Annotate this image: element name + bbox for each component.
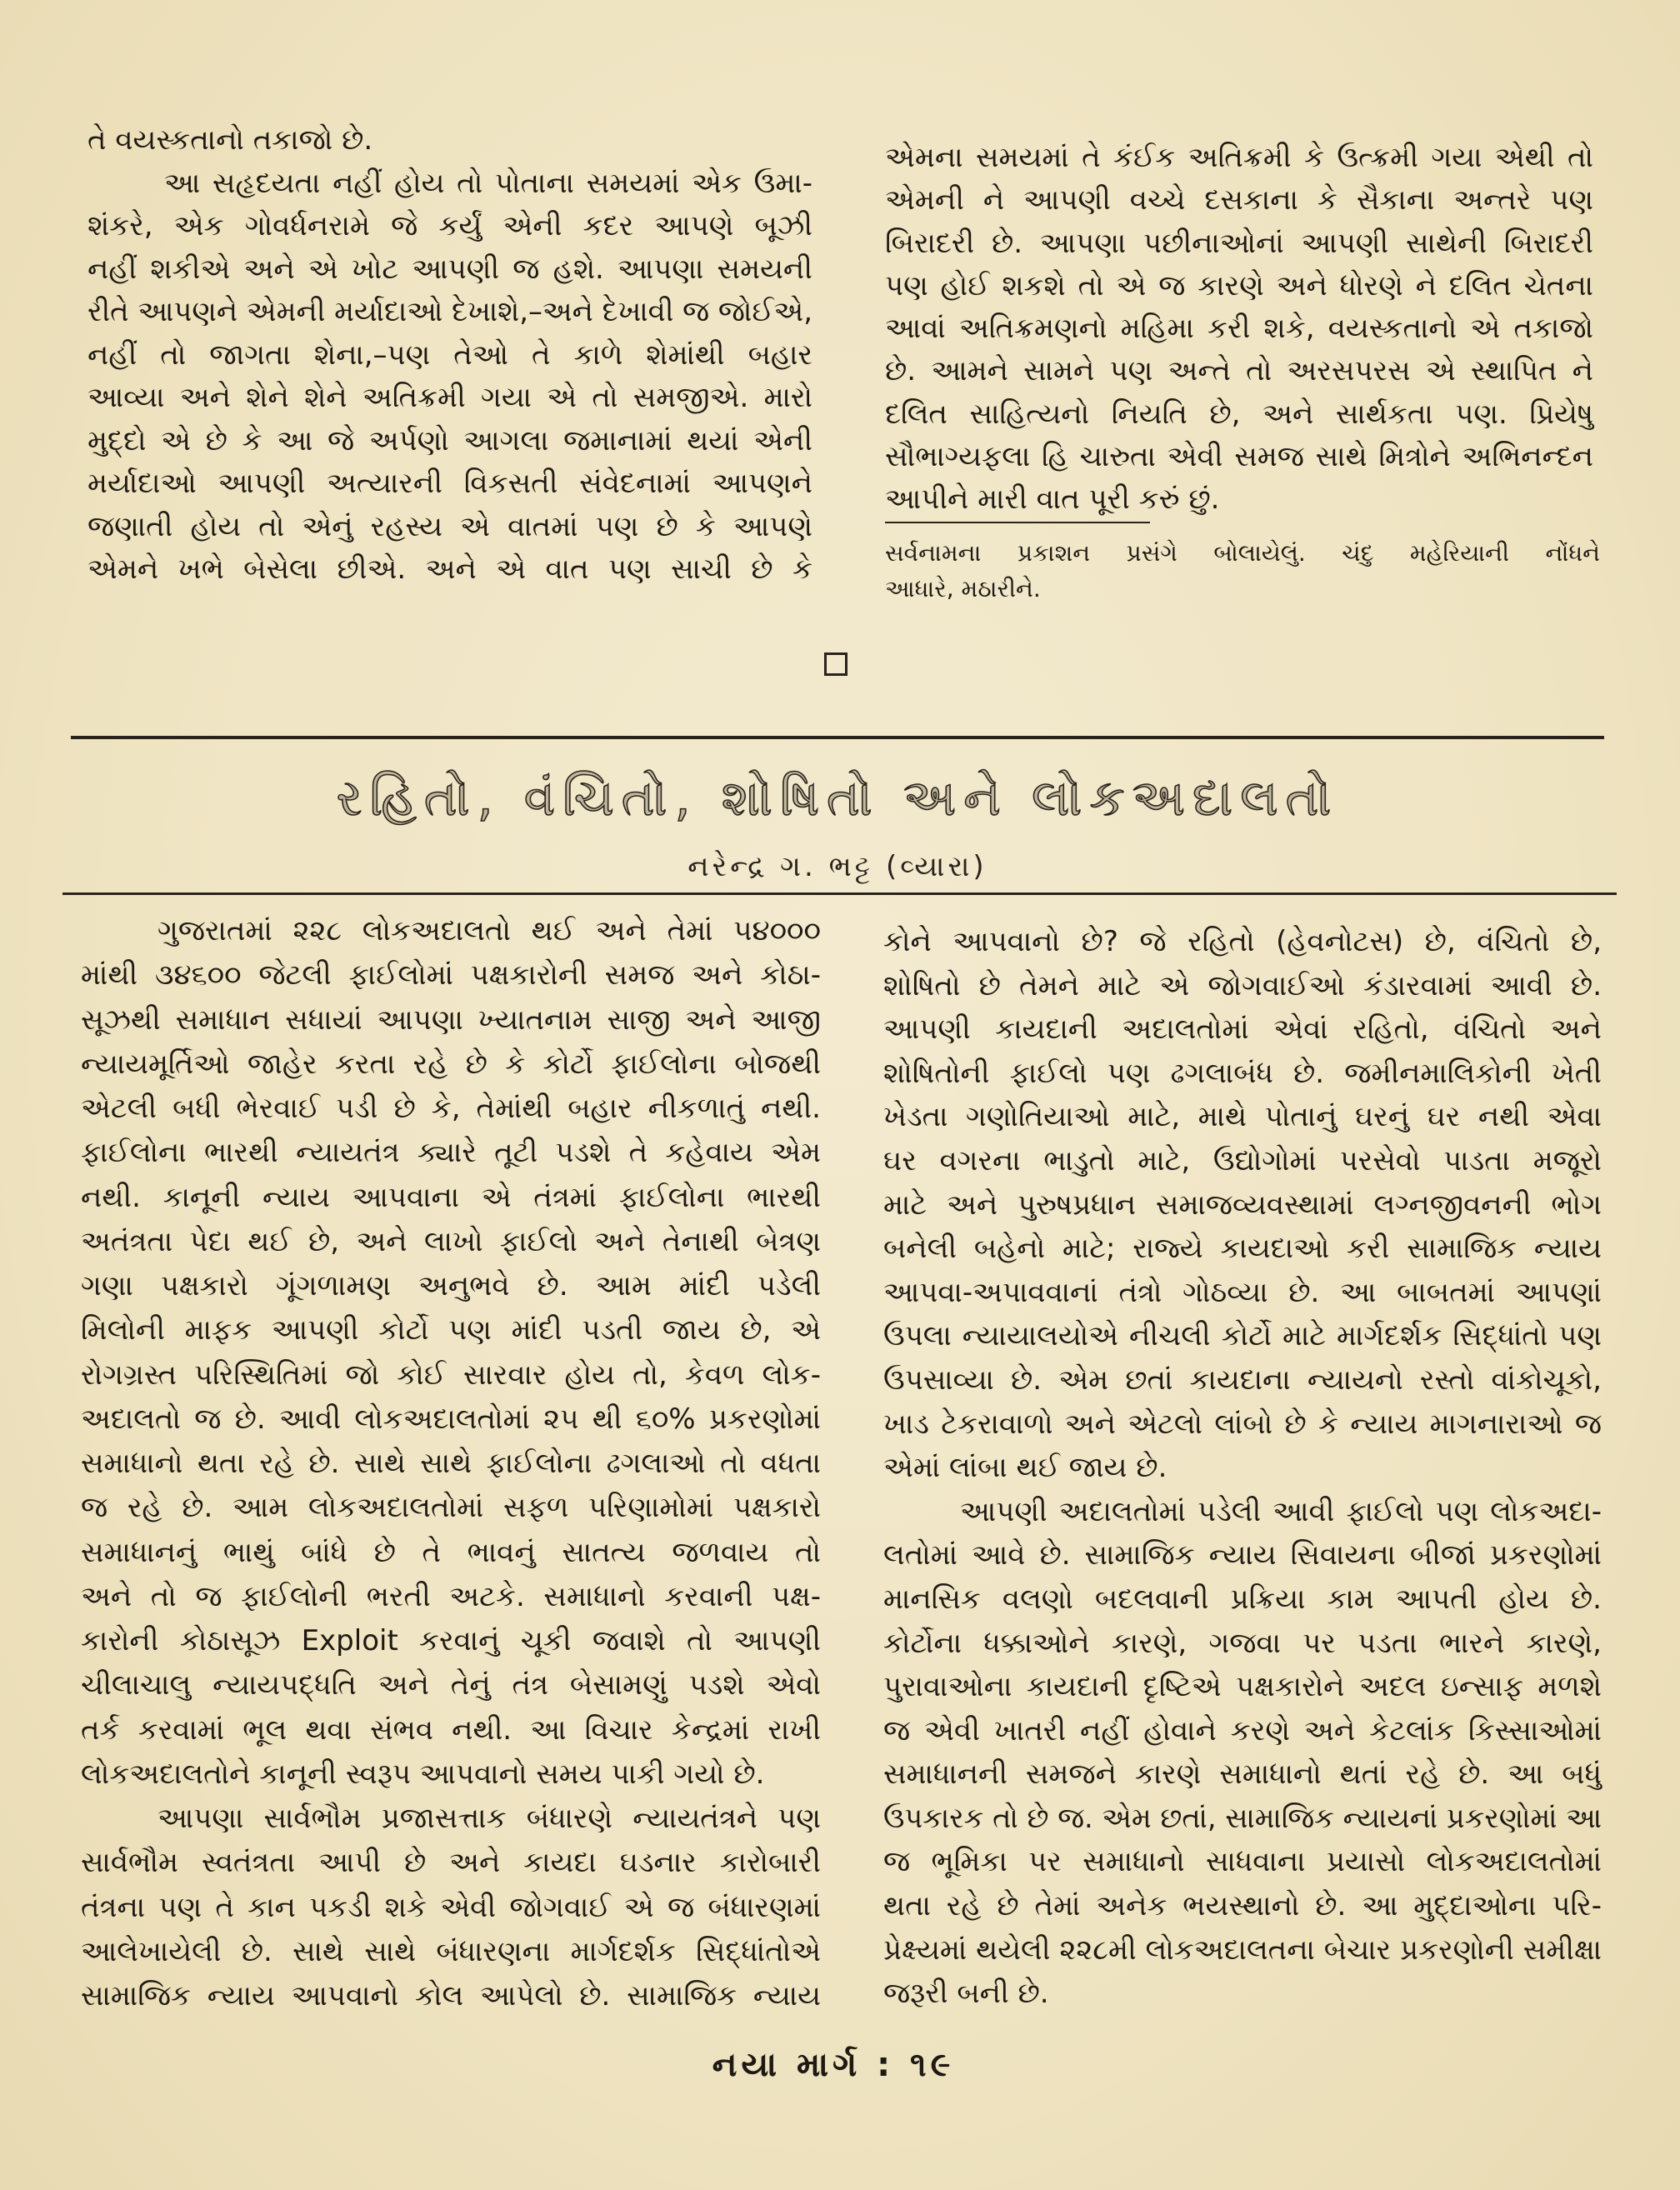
text-line: આ સહૃદયતા નહીં હોય તો પોતાના સમયમાં એક ઉમા- [164,166,812,200]
text-line: ઉપકારક તો છે જ. એમ છતાં, સામાજિક ન્યાયનાં પ્રકરણોમાં આ [883,1801,1602,1835]
text-line: અતંત્રતા પેદા થઈ છે, અને લાખો ફાઈલો અને તેનાથી બેત્રણ [81,1224,821,1258]
text-line: આવાં અતિક્રમણનો મહિમા કરી શકે, વયસ્કતાનો એ તકાજો [885,312,1593,346]
text-line: નહીં શકીએ અને એ ખોટ આપણી જ હશે. આપણા સમયની [88,252,812,286]
text-line: આલેખાયેલી છે. સાથે સાથે બંધારણના માર્ગદર્શક સિદ્ધાંતોએ [81,1934,821,1968]
text-line: જ એવી ખાતરી નહીં હોવાને કરણે અને કેટલાંક કિસ્સાઓમાં [883,1713,1602,1748]
end-mark-icon [824,652,848,676]
text-line: જણાતી હોય તો એનું રહસ્ય એ વાતમાં પણ છે કે આપણે [88,509,812,543]
text-line: છે. આમને સામને પણ અન્તે તો અરસપરસ એ સ્થાપિત ને [885,354,1593,388]
text-line: ઉપલા ન્યાયાલયોએ નીચલી કોર્ટો માટે માર્ગદર્શક સિદ્ધાંતો પણ [883,1319,1602,1353]
text-line: થતા રહે છે તેમાં અનેક ભયસ્થાનો છે. આ મુદ્દાઓના પરિ- [883,1889,1602,1923]
text-line: રીતે આપણને એમની મર્યાદાઓ દેખાશે,–અને દેખાવી જ જોઈએ, [88,295,812,328]
text-line: દલિત સાહિત્યનો નિયતિ છે, અને સાર્થકતા પણ. પ્રિયેષુ [885,397,1593,431]
text-line: આપવા-અપાવવાનાં તંત્રો ગોઠવ્યા છે. આ બાબતમાં આપણાં [883,1275,1602,1309]
article-title: રહિતો, વંચિતો, શોષિતો અને લોકઅદાલતો [336,769,1339,828]
footnote-line: આધારે, મઠારીને. [885,575,1041,602]
text-line: એટલી બધી ભેરવાઈ પડી છે કે, તેમાંથી બહાર નીકળાતું નથી. [81,1092,821,1125]
text-line: કોર્ટોના ધક્કાઓને કારણે, ગજવા પર પડતા ભારને કારણે, [883,1626,1602,1660]
text-line: સમાધાનની સમજને કારણે સમાધાનો થતાં રહે છે. આ બધું [883,1758,1602,1792]
text-line: ચીલાચાલુ ન્યાયપદ્ધતિ અને તેનું તંત્ર બેસામણું પડશે એવો [81,1668,821,1702]
text-line: પ્રેક્ષ્યમાં થયેલી ૨૨૮મી લોકઅદાલતના બેચાર પ્રકરણોની સમીક્ષા [883,1932,1602,1967]
text-line: એમને ખભે બેસેલા છીએ. અને એ વાત પણ સાચી છે કે [88,552,812,586]
text-line: જ ભૂમિકા પર સમાધાનો સાધવાના પ્રયાસો લોકઅદાલતોમાં [883,1845,1602,1879]
text-line: એમના સમયમાં તે કંઈક અતિક્રમી કે ઉત્ક્રમી ગયા એથી તો [885,141,1593,174]
text-line: મર્યાદાઓ આપણી અત્યારની વિકસતી સંવેદનામાં આપણને [88,467,812,500]
text-line: પુરાવાઓના કાયદાની દૃષ્ટિએ પક્ષકારોને અદલ ઇન્સાફ મળશે [883,1670,1602,1704]
text-line: કારોની કોઠાસૂઝ Exploit કરવાનું ચૂકી જવાશે તો આપણી [81,1624,821,1658]
text-line: ખાડ ટેકરાવાળો અને એટલો લાંબો છે કે ન્યાય માગનારાઓ જ [883,1407,1602,1441]
text-line: લતોમાં આવે છે. સામાજિક ન્યાય સિવાયના બીજાં પ્રકરણોમાં [883,1538,1602,1572]
text-line: સૂઝથી સમાધાન સધાયાં આપણા ખ્યાતનામ સાજી અને આજી [81,1002,821,1037]
text-line: રોગગ્રસ્ત પરિસ્થિતિમાં જો કોઈ સારવાર હોય તો, કેવળ લોક- [81,1358,821,1392]
footnote-line: સર્વનામના પ્રકાશન પ્રસંગે બોલાયેલું. ચંદુ મહેરિયાની નોંધને [885,539,1600,567]
text-line: ખેડતા ગણોતિયાઓ માટે, માથે પોતાનું ઘરનું ઘર નથી એવા [883,1100,1602,1134]
text-line: આપણી કાયદાની અદાલતોમાં એવાં રહિતો, વંચિતો અને [883,1012,1602,1047]
text-line: માનસિક વલણો બદલવાની પ્રક્રિયા કામ આપતી હોય છે. [883,1582,1602,1616]
text-line: અદાલતો જ છે. આવી લોકઅદાલતોમાં ૨૫ થી ૬૦% પ્રકરણોમાં [81,1402,821,1436]
previous-article-left-column [88,119,812,592]
article-right-column [883,920,1602,2016]
text-line: નહીં તો જાગતા શેના,–પણ તેઓ તે કાળે શેમાંથી બહાર [88,338,812,372]
text-line: ગુજરાતમાં ૨૨૮ લોકઅદાલતો થઈ અને તેમાં ૫૪૦૦૦ [158,914,821,948]
text-line: મિલોની માફક આપણી કોર્ટો પણ માંદી પડતી જાય છે, એ [81,1313,821,1348]
text-line: માંથી ૩૪૬૦૦ જેટલી ફાઈલોમાં પક્ષકારોની સમજ અને કોઠા- [81,958,821,992]
text-line: આપીને મારી વાત પૂરી કરું છું. [885,482,1220,517]
text-line: એમની ને આપણી વચ્ચે દસકાના કે સૈકાના અન્તરે પણ [885,183,1593,218]
text-line: સૌભાગ્યફલા હિ ચારુતા એવી સમજ સાથે મિત્રોને અભિનન્દન [885,440,1593,474]
text-line: ગણા પક્ષકારો ગૂંગળામણ અનુભવે છે. આમ માંદી પડેલી [81,1269,821,1302]
previous-article-right-column [885,137,1593,522]
text-line: સમાધાનનું ભાથું બાંધે છે તે ભાવનું સાતત્ય જળવાય તો [81,1535,821,1569]
text-line: આપણી અદાલતોમાં પડેલી આવી ફાઈલો પણ લોકઅદા- [960,1494,1602,1528]
text-line: લોકઅદાલતોને કાનૂની સ્વરૂપ આપવાનો સમય પાકી ગયો છે. [81,1757,765,1791]
text-line: નથી. કાનૂની ન્યાય આપવાના એ તંત્રમાં ફાઈલોના ભારથી [81,1180,821,1214]
text-line: મુદ્દો એ છે કે આ જે અર્પણો આગલા જમાનામાં થયાં એની [88,423,812,458]
text-line: શંકરે, એક ગોવર્ધનરામે જે કર્યું એની કદર આપણે બૂઝી [88,209,812,242]
text-line: આપણા સાર્વભૌમ પ્રજાસત્તાક બંધારણે ન્યાયતંત્રને પણ [158,1802,821,1835]
text-line: ઉપસાવ્યા છે. એમ છતાં કાયદાના ન્યાયનો રસ્તો વાંકોચૂકો, [883,1362,1602,1397]
text-line: બિરાદરી છે. આપણા પછીનાઓનાં આપણી સાથેની બિરાદરી [885,226,1593,260]
text-line: બનેલી બહેનો માટે; રાજ્યે કાયદાઓ કરી સામાજિક ન્યાય [883,1232,1602,1266]
text-line: આવ્યા અને શેને શેને અતિક્રમી ગયા એ તો સમજીએ. મારો [88,381,812,414]
text-line: સમાધાનો થતા રહે છે. સાથે સાથે ફાઈલોના ઢગલાઓ તો વધતા [81,1447,821,1480]
footnote [885,535,1600,607]
text-line: શોષિતો છે તેમને માટે એ જોગવાઈઓ કંડારવામાં આવી છે. [883,968,1602,1002]
text-line: સામાજિક ન્યાય આપવાનો કોલ આપેલો છે. સામાજિક ન્યાય [81,1979,821,2012]
text-line: માટે અને પુરુષપ્રધાન સમાજવ્યવસ્થામાં લગ્નજીવનની ભોગ [883,1188,1602,1222]
page-footer: નયા માર્ગ : ૧૯ [712,2046,955,2084]
text-line: ન્યાયમૂર્તિઓ જાહેર કરતા રહે છે કે કોર્ટો ફાઈલોના બોજથી [81,1047,821,1081]
text-line: તર્ક કરવામાં ભૂલ થવા સંભવ નથી. આ વિચાર કેન્દ્રમાં રાખી [81,1712,821,1747]
title-rule-top [71,736,1604,739]
text-line: તંત્રના પણ તે કાન પકડી શકે એવી જોગવાઈ એ જ બંધારણમાં [81,1890,821,1924]
text-line: ફાઈલોના ભારથી ન્યાયતંત્ર ક્યારે તૂટી પડશે તે કહેવાય એમ [81,1136,821,1170]
title-rule-bottom [62,892,1617,895]
text-line: એમાં લાંબા થઈ જાય છે. [883,1451,1168,1485]
text-line: ઘર વગરના ભાડુતો માટે, ઉદ્યોગોમાં પરસેવો પાડતા મજૂરો [883,1143,1602,1178]
text-line: પણ હોઈ શકશે તો એ જ કારણે અને ધોરણે ને દલિત ચેતના [885,268,1593,302]
text-line: જ રહે છે. આમ લોકઅદાલતોમાં સફળ પરિણામોમાં પક્ષકારો [81,1491,821,1525]
text-line: અને તો જ ફાઈલોની ભરતી અટકે. સમાધાનો કરવાની પક્ષ- [81,1579,821,1613]
article-author: નરેન્દ્ર ગ. ભટ્ટ (વ્યારા) [688,850,988,883]
text-line: તે વયસ્કતાનો તકાજો છે. [88,123,373,157]
text-line: જરૂરી બની છે. [883,1977,1049,2011]
text-line: શોષિતોની ફાઈલો પણ ઢગલાબંધ છે. જમીનમાલિકોની ખેતી [883,1056,1602,1090]
text-line: સાર્વભૌમ સ્વતંત્રતા આપી છે અને કાયદા ઘડનાર કારોબારી [81,1846,821,1880]
footnote-divider [885,522,1150,523]
text-line: કોને આપવાનો છે? જે રહિતો (હેવનોટસ) છે, વંચિતો છે, [883,925,1602,958]
article-left-column [81,909,821,2018]
